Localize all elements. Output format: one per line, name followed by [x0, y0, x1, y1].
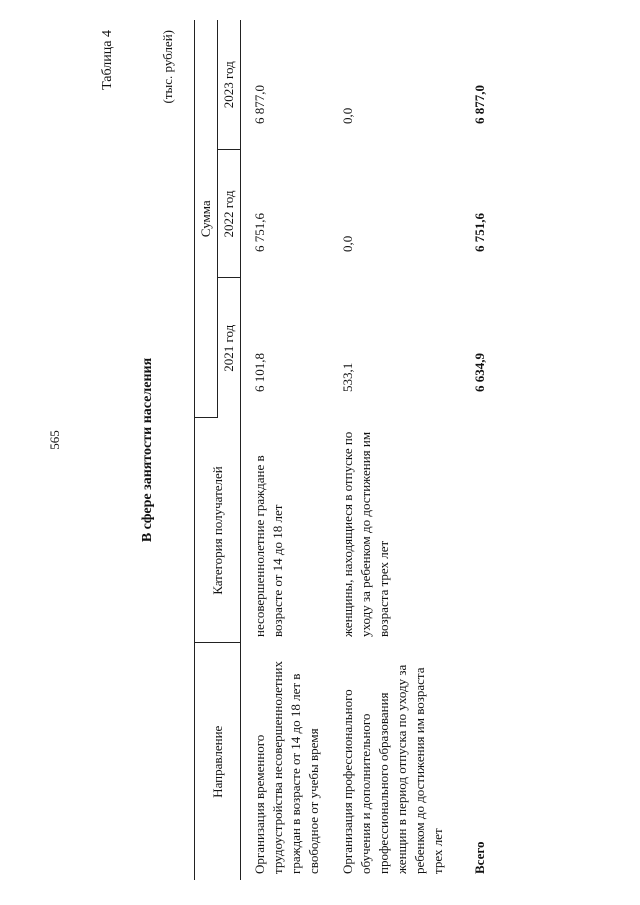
row-value-2023: 0,0 — [340, 107, 355, 124]
total-value-2021: 6 634,9 — [472, 353, 487, 392]
total-value-2022: 6 751,6 — [472, 213, 487, 252]
header-year-2023: 2023 год — [218, 20, 241, 150]
row-direction: Организация профессионального обучения и дополнительного профессионального образования женщин в период отпуска по уходу за ребенком до достижения им возраста трех лет — [340, 664, 445, 874]
row-value-2021: 6 101,8 — [252, 353, 267, 392]
rotated-page-content — [18, 20, 558, 880]
row-value-2023: 6 877,0 — [252, 85, 267, 124]
header-year-2022: 2022 год — [218, 150, 241, 278]
total-value-2023: 6 877,0 — [472, 85, 487, 124]
row-value-2022: 0,0 — [340, 235, 355, 252]
row-category: женщины, находящиеся в отпуске по уходу за ребенком до достижения им возраста трех лет — [340, 431, 391, 637]
row-value-2022: 6 751,6 — [252, 213, 267, 252]
funding-table — [194, 20, 495, 880]
header-direction: Направление — [195, 643, 241, 880]
header-category: Категория получателей — [195, 418, 241, 643]
table-label: Таблица 4 — [100, 30, 115, 90]
row-direction: Организация временного трудоустройства несовершеннолетних граждан в возрасте от 14 до 18 лет в свободное от учебы время — [252, 660, 321, 874]
total-empty-cell — [453, 418, 495, 643]
section-title: В сфере занятости населения — [140, 357, 155, 543]
table-row — [241, 20, 330, 880]
total-row — [453, 20, 495, 880]
row-value-2021: 533,1 — [340, 362, 355, 392]
header-row — [195, 20, 218, 880]
total-label: Всего — [472, 841, 487, 874]
unit-label: (тыс. рублей) — [160, 30, 175, 104]
header-year-2021: 2021 год — [218, 278, 241, 418]
row-category: несовершеннолетние граждане в возрасте от 14 до 18 лет — [252, 455, 285, 637]
page-number: 565 — [47, 430, 62, 450]
header-sum: Сумма — [195, 20, 218, 418]
table-row — [329, 20, 453, 880]
